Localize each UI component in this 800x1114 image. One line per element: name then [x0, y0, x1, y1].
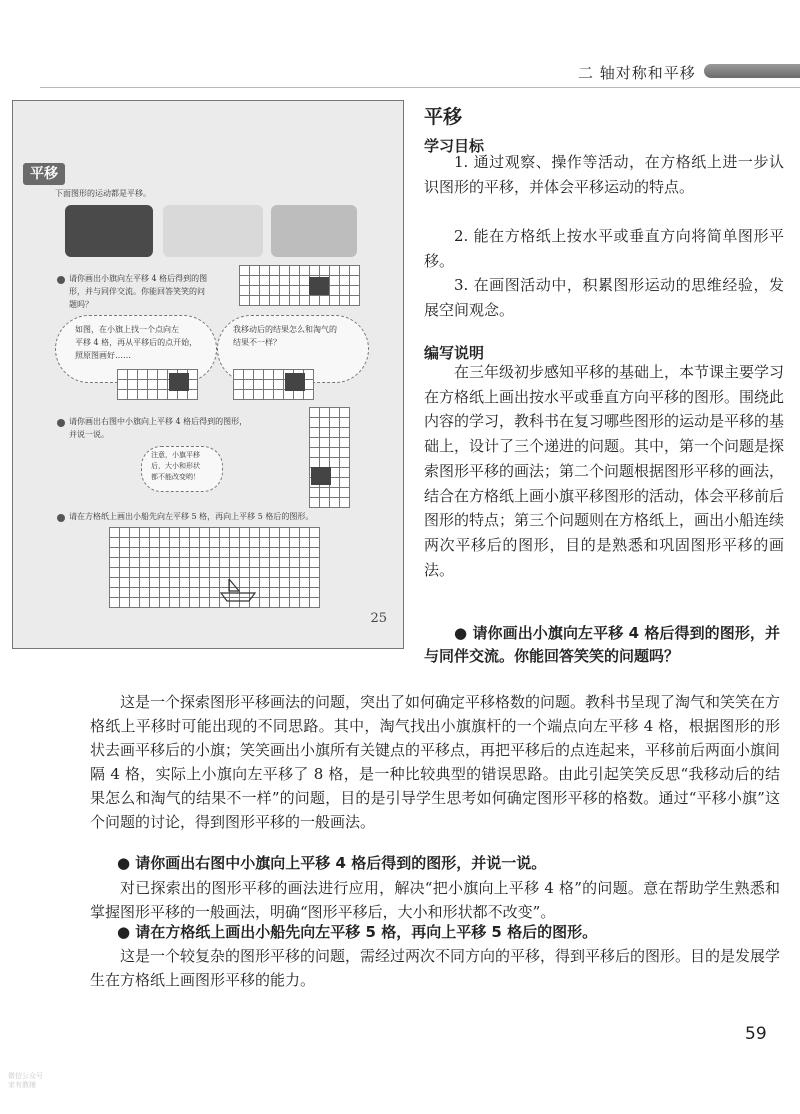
chapter-title: 二 轴对称和平移	[578, 64, 696, 82]
objective-item-2: 2. 能在方格纸上按水平或垂直方向将简单图形平移。	[424, 227, 784, 270]
preview-bubble-left-text: 如图，在小旗上找一个点向左 平移 4 格，再从平移后的点开始， 照原图画好……	[75, 325, 198, 360]
preview-boat	[219, 579, 259, 605]
preview-photo-flags	[65, 205, 153, 257]
preview-question-1: 请你画出小旗向左平移 4 格后得到的图 形，并与同伴交流。你能回答笑笑的问 题吗？	[69, 274, 208, 309]
objective-item-3: 3. 在画图活动中，积累图形运动的思维经验，发展空间观念。	[424, 276, 784, 319]
notes-heading: 编写说明	[424, 344, 485, 362]
page-number: 59	[745, 1024, 767, 1044]
textbook-page-preview	[12, 100, 404, 649]
preview-grid-1	[239, 265, 360, 306]
bullet-2-label: ● 请你画出右图中小旗向上平移 4 格后得到的图形，并说一说。	[117, 854, 547, 872]
bullet-1-label: ● 请你画出小旗向左平移 4 格后得到的图形，并与同伴交流。你能回答笑笑的问题吗？	[424, 624, 780, 665]
preview-flag-2	[311, 467, 331, 485]
preview-flag-xiaoxiao	[285, 373, 305, 391]
preview-intro: 下面图形的运动都是平移。	[55, 189, 151, 198]
notes-paragraph: 在三年级初步感知平移的基础上，本节课主要学习在方格纸上画出按水平或垂直方向平移的图形。围绕此内容的学习，教科书在复习哪些图形的运动是平移的基础上，设计了三个递进的问题。其中，第一个问题是探索图形平移的画法；第二个问题根据图形平移的画法，结合在方格纸上画小旗平移图形的活动，体会平移前后图形的特点；第三个问题则在方格纸上，画出小船连续两次平移后的图形，目的是熟悉和巩固图形平移的画法。	[424, 363, 785, 579]
preview-photo-cablecar	[271, 205, 357, 257]
preview-question-2: 请你画出右图中小旗向上平移 4 格后得到的图形， 并说一说。	[69, 417, 248, 439]
preview-grid-3	[109, 527, 320, 608]
preview-flag-taoqi	[169, 373, 189, 391]
preview-bullet-icon	[57, 514, 65, 522]
preview-speech-text: 注意，小旗平移 后，大小和形状 都不能改变哟！	[151, 451, 200, 481]
preview-bullet-icon	[57, 276, 65, 284]
chapter-tab-decoration	[704, 64, 800, 78]
preview-question-3: 请在方格纸上画出小船先向左平移 5 格，再向上平移 5 格后的图形。	[69, 512, 314, 521]
preview-grid-2	[309, 407, 350, 508]
objective-item-1: 1. 通过观察、操作等活动，在方格纸上进一步认识图形的平移，并体会平移运动的特点。	[424, 153, 784, 196]
preview-section-badge: 平移	[23, 163, 65, 185]
preview-bullet-icon	[57, 419, 65, 427]
preview-flag-1	[309, 277, 329, 295]
preview-page-number: 25	[370, 611, 387, 626]
section-title: 平移	[424, 106, 463, 128]
preview-bubble-right-text: 我移动后的结果怎么和淘气的 结果不一样？	[233, 325, 337, 347]
objectives-heading: 学习目标	[424, 137, 485, 155]
watermark: 微信公众号 家有教辅	[8, 1072, 43, 1089]
bullet-3-label: ● 请在方格纸上画出小船先向左平移 5 格，再向上平移 5 格后的图形。	[117, 923, 598, 941]
bullet-3-body: 这是一个较复杂的图形平移的问题，需经过两次不同方向的平移，得到平移后的图形。目的是发展学生在方格纸上画图形平移的能力。	[90, 947, 781, 989]
bullet-2-body: 对已探索出的图形平移的画法进行应用，解决“把小旗向上平移 4 格”的问题。意在帮助学生熟悉和掌握图形平移的一般画法，明确“图形平移后，大小和形状都不改变”。	[90, 879, 780, 921]
bullet-1-body: 这是一个探索图形平移画法的问题，突出了如何确定平移格数的问题。教科书呈现了淘气和笑笑在方格纸上平移时可能出现的不同思路。其中，淘气找出小旗旗杆的一个端点向左平移 4 格，根据图形的形状去画平移后的小旗；笑笑画出小旗所有关键点的平移点，再把平移后的点连起来，平移前后两面小旗间隔 4 格，实际上小旗向左平移了 8 格，是一种比较典型的错误思路。由此引起笑笑反思“我移动后的结果怎么和淘气的结果不一样”的问题，目的是引导学生思考如何确定图形平移的格数。通过“平移小旗”这个问题的讨论，得到图形平移的一般画法。	[90, 693, 781, 831]
header-rule	[40, 87, 800, 88]
preview-photo-cabinet	[163, 205, 263, 257]
